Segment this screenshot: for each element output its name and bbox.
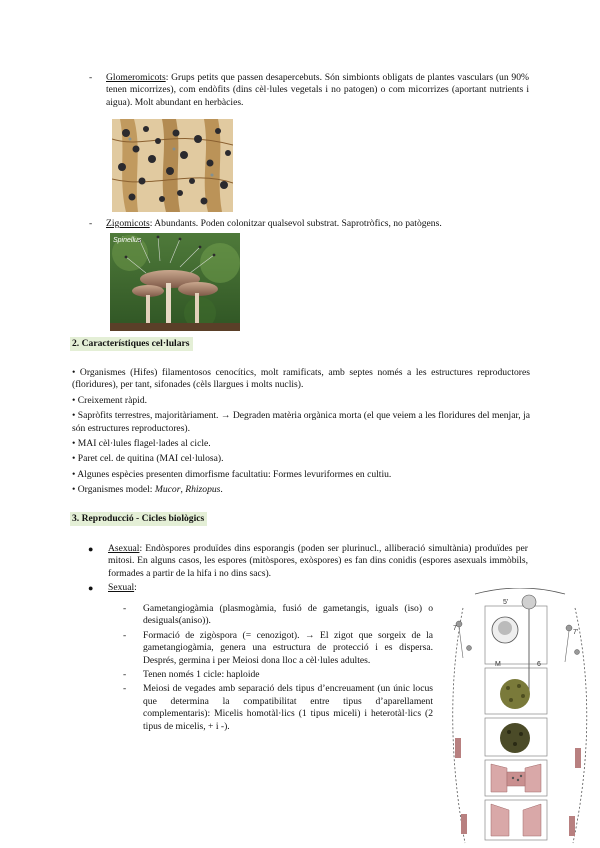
section-2-body [72,367,530,500]
label-7-left: 7 [453,625,457,632]
label-6: 6 [537,661,541,668]
dash-marker: - [89,218,93,229]
zigomicots-title: Zigomicots [106,218,150,229]
dash-marker: - [89,72,93,83]
characteristic-item: • Paret cel. de quitina (MAI cel·lulosa). [72,453,224,465]
label-m: M [495,661,501,668]
model-organisms-item: • Organismes model: Mucor, Rhizopus. [72,484,223,496]
glomeromicots-text: : Grups petits que passen desapercebuts. Són simbionts obligats de plantes vasculars (un 90% tenen micorrizes), com endòfits (dins cèl·lules vegetals i no patogen) o com micorrizes (aportant nutrients i aigua). Molt abundant en herbàcies. [106,72,529,108]
sexual-subitem: - Tenen només 1 cicle: haploide [123,669,260,681]
sexual-subitem: - Meiosi de vegades amb separació dels tipus d’encreuament (un únic locus que determina la compatibilitat entre tipus d’aparellament complementaris): Micelis homotàl·lics (1 tipus miceli) i heterotàl·lics (2 tipus de micelis, + i -). [123,683,433,732]
bullet-marker: ● [88,544,94,554]
model-rhizopus: Rhizopus [185,484,221,496]
asexual-item [88,543,528,580]
sexual-subitem: - Gametangiogàmia (plasmogàmia, fusió de gametangis, iguals (iso) o desiguals(aniso)). [123,603,433,627]
spinellus-image [110,233,240,331]
glomeromicots-title: Glomeromicots [106,72,166,83]
glomeromicots-item [89,72,529,109]
glomeromicots-photo [112,119,233,212]
label-5: 5' [503,599,509,606]
bullet-marker: ● [88,583,94,594]
model-mucor: Mucor [154,484,181,496]
sexual-subitems [123,603,433,735]
section-2-heading: 2. Característiques cel·lulars [70,337,193,351]
characteristic-item: • MAI cèl·lules flagel·lades al cicle. [72,438,211,450]
spinellus-label: Spinellus [113,237,142,244]
life-cycle-diagram [445,588,593,848]
glomeromicots-image [112,119,233,212]
zygomycete-cycle-illustration [445,588,593,848]
sexual-item: ● Sexual: [88,582,137,594]
characteristic-item: • Algunes espècies presenten dimorfisme facultatiu: Formes levuriformes en cultiu. [72,468,392,480]
label-7-right: 7' [573,629,579,636]
zigomicots-item [89,218,529,230]
sexual-subitem: - Formació de zigòspora (= cenozigot). → El zigot que sorgeix de la gametangiogàmia, genera una estructura de protecció i es dispersa. Després, germina i per Meiosi dona lloc a cèl·lules adultes. [123,629,433,666]
characteristic-item: • Sapròfits terrestres, majoritàriament. → Degraden matèria orgànica morta (el que veiem a les floridures del menjar, ja són estructures reproductores). [72,410,530,434]
asexual-label: Asexual [108,543,140,554]
sexual-label: Sexual [108,582,135,594]
section-3-heading: 3. Reproducció - Cicles biològics [70,512,207,526]
zigomicots-photo [110,233,240,331]
asexual-text: : Endòspores produïdes dins esporangis (poden ser plurinucl., alliberació simultània) produïdes per mitosi. En alguns casos, les espores (mitòspores, exòspores) es fan dins conidis (espores asexuals immòbils, formades a partir de la hifa i no dins sacs). [108,543,528,579]
characteristic-item: • Organismes (Hifes) filamentosos cenocítics, molt ramificats, amb septes només a les estructures reproductores (floridures), per tant, sifonades (cèls llargues i molts nuclis). [72,367,530,391]
zigomicots-text: : Abundants. Poden colonitzar qualsevol substrat. Saprotròfics, no patògens. [149,218,442,229]
characteristic-item: • Creixement ràpid. [72,394,148,406]
